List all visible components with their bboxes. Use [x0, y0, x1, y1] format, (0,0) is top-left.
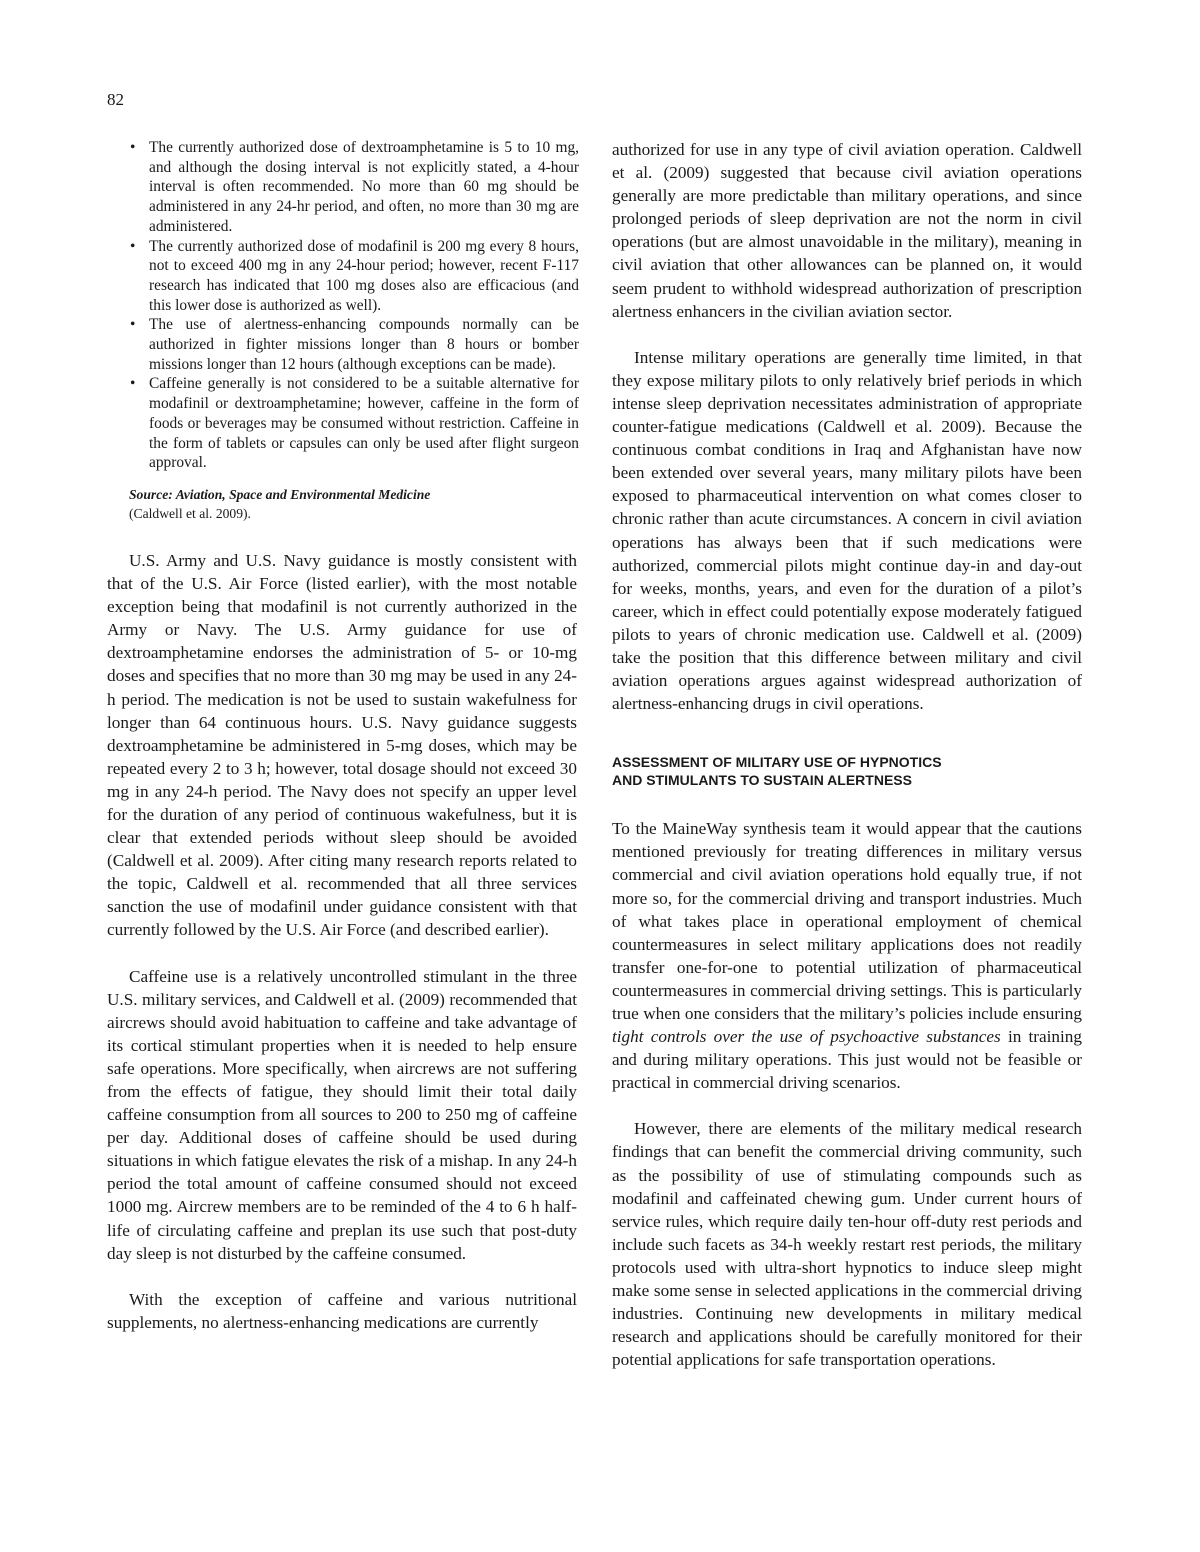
section-heading	[612, 753, 1082, 789]
bullet-mission-length: • The use of alertness-enhancing compounds normally can be authorized in fighter missions longer than 8 hours or bomber missions longer than 12 hours (although exceptions can be made).	[149, 315, 579, 374]
source-citation: (Caldwell et al. 2009).	[129, 505, 251, 521]
paragraph-intense-operations: Intense military operations are generally time limited, in that they expose military pilots to only relatively brief periods in which intense sleep deprivation necessitates administration of appropriate counter-fatigue medications (Caldwell et al. 2009). Because the continuous combat conditions in Iraq and Afghanistan have now been extended over several years, many military pilots have been exposed to pharmaceutical intervention on what comes closer to chronic rather than acute circumstances. A concern in civil aviation operations has always been that if such medications were authorized, commercial pilots might continue day-in and day-out for weeks, months, years, and even for the duration of a pilot’s career, which in effect could potentially expose moderately fatigued pilots to years of chronic medication use. Caldwell et al. (2009) take the position that this difference between military and civil aviation operations argues against widespread authorization of alertness-enhancing drugs in civil operations.	[612, 347, 1082, 714]
source-note	[129, 485, 559, 523]
guidance-bullet-list	[129, 138, 579, 473]
page-number: 82	[107, 90, 124, 109]
synthesis-text-before: To the MaineWay synthesis team it would appear that the cautions mentioned previously for treating differences in military versus commercial and civil aviation operations hold equally true, if not more so, for the commercial driving and transport industries. Much of what takes place in operational employment of chemical countermeasures in select military applications does not readily transfer one-for-one to potential utilization of pharmaceutical countermeasures in commercial driving settings. This is particularly true when one considers that the military’s policies include ensuring	[612, 819, 1082, 1023]
bullet-dextroamphetamine: • The currently authorized dose of dextroamphetamine is 5 to 10 mg, and although the dosing interval is not explicitly stated, a 4-hour interval is often recommended. No more than 60 mg should be administered in any 24-hr period, and often, no more than 30 mg are administered.	[149, 138, 579, 237]
bullet-caffeine: • Caffeine generally is not considered to be a suitable alternative for modafinil or dextroamphetamine; however, caffeine in the form of foods or beverages may be consumed without restriction. Caffeine in the form of tablets or capsules can only be used after flight surgeon approval.	[149, 374, 579, 473]
section-heading-line-1: ASSESSMENT OF MILITARY USE OF HYPNOTICS	[612, 754, 942, 771]
paragraph-army-navy-guidance: U.S. Army and U.S. Navy guidance is mostly consistent with that of the U.S. Air Force (listed earlier), with the most notable exception being that modafinil is not currently authorized in the Army or Navy. The U.S. Army guidance for use of dextroamphetamine endorses the administration of 5- or 10-mg doses and specifies that no more than 30 mg may be used in any 24-h period. The medication is not be used to sustain wakefulness for longer than 64 continuous hours. U.S. Navy guidance suggests dextroamphetamine be administered in 5-mg doses, which may be repeated every 2 to 3 h; however, total dosage should not exceed 30 mg in any 24-h period. The Navy does not specify an upper level for the duration of any period of continuous wakefulness, but it is clear that extended periods without sleep should be avoided (Caldwell et al. 2009). After citing many research reports related to the topic, Caldwell et al. recommended that all three services sanction the use of modafinil under guidance consistent with that currently followed by the U.S. Air Force (and described earlier).	[107, 550, 577, 940]
section-heading-line-2: AND STIMULANTS TO SUSTAIN ALERTNESS	[612, 772, 912, 789]
paragraph-exception-caffeine: With the exception of caffeine and various nutritional supplements, no alertness-enhancing medications are currently	[107, 1289, 577, 1332]
paragraph-maineway-synthesis	[612, 817, 1082, 1094]
source-label: Source: Aviation, Space and Environmental Medicine	[129, 486, 431, 502]
paragraph-military-findings: However, there are elements of the military medical research findings that can benefit the commercial driving community, such as the possibility of use of stimulating compounds such as modafinil and caffeinated chewing gum. Under current hours of service rules, which require daily ten-hour off-duty rest periods and include such facets as 34-h weekly restart rest periods, the military protocols used with ultra-short hypnotics to induce sleep might make some sense in selected applications in the commercial driving industries. Continuing new developments in military medical research and applications should be carefully monitored for their potential applications for safe transportation operations.	[612, 1119, 1082, 1370]
left-column	[107, 138, 577, 1334]
bullet-modafinil: • The currently authorized dose of modafinil is 200 mg every 8 hours, not to exceed 400 mg in any 24-hour period; however, recent F-117 research has indicated that 100 mg doses also are efficacious (and this lower dose is authorized as well).	[149, 237, 579, 316]
right-column	[612, 138, 1082, 1371]
paragraph-civil-aviation: authorized for use in any type of civil aviation operation. Caldwell et al. (2009) suggested that because civil aviation operations generally are more predictable than military operations, and since prolonged periods of sleep deprivation are not the norm in civil operations (but are almost unavoidable in the military), meaning in civil aviation that other allowances can be planned on, it would seem prudent to withhold widespread authorization of prescription alertness enhancers in the civilian aviation sector.	[612, 140, 1082, 321]
synthesis-emphasis: tight controls over the use of psychoactive substances	[612, 1027, 1001, 1047]
paragraph-caffeine-use: Caffeine use is a relatively uncontrolled stimulant in the three U.S. military services, and Caldwell et al. (2009) recommended that aircrews should avoid habituation to caffeine and take advantage of its cortical stimulant properties when it is needed to help ensure safe operations. More specifically, when aircrews are not suffering from the effects of fatigue, they should limit their total daily caffeine consumption from all sources to 200 to 250 mg of caffeine per day. Additional doses of caffeine should be used during situations in which fatigue elevates the risk of a mishap. In any 24-h period the total amount of caffeine consumed should not exceed 1000 mg. Aircrew members are to be reminded of the 4 to 6 h half-life of circulating caffeine and preplan its use such that post-duty day sleep is not disturbed by the caffeine consumed.	[107, 966, 577, 1263]
synthesis-text-after: in training and during military operations. This just would not be feasible or practical in commercial driving scenarios.	[612, 1027, 1082, 1093]
